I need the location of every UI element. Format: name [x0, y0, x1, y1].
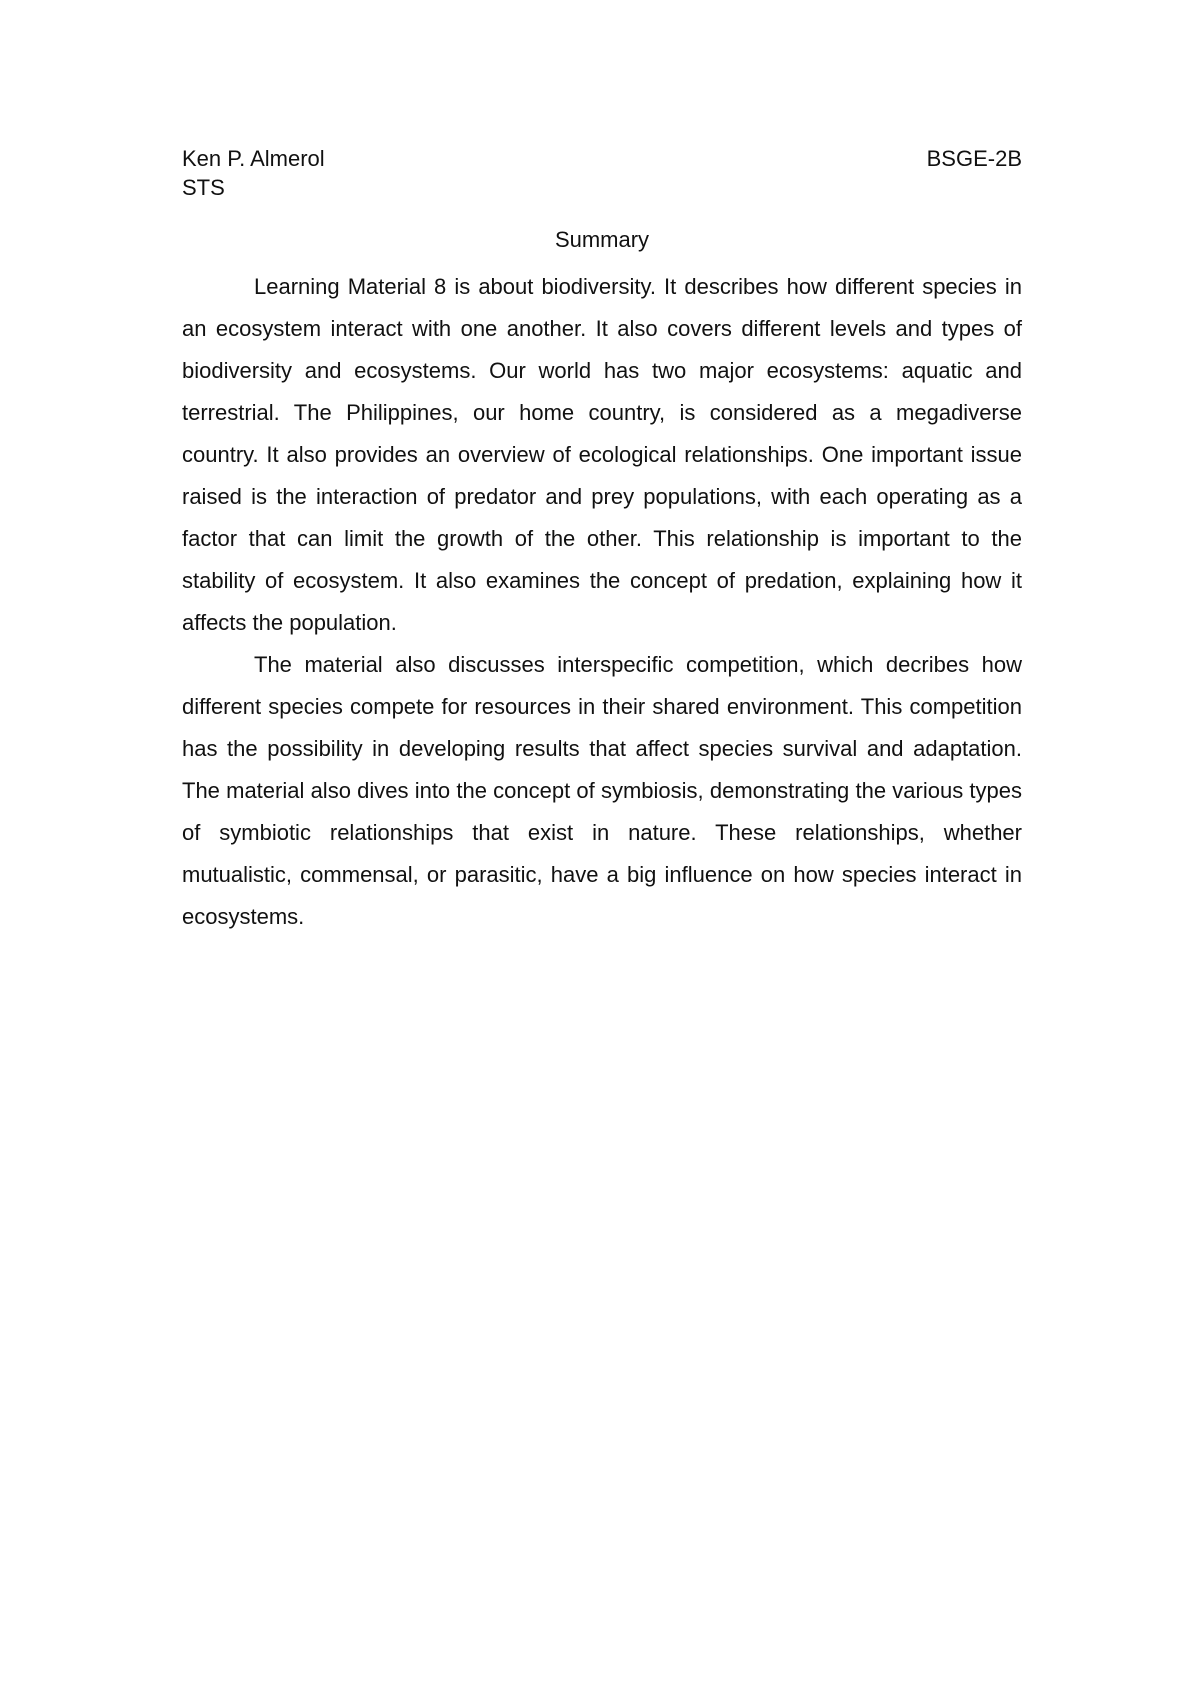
document-title: Summary	[554, 227, 650, 252]
section-label: BSGE-2B	[926, 146, 1022, 171]
document-content	[182, 144, 1022, 938]
course-label: STS	[182, 175, 225, 200]
header-row	[182, 144, 1022, 173]
paragraph-1: Learning Material 8 is about biodiversity. It describes how different species in an ecosystem interact with one another. It also covers different levels and types of biodiversity and ecosystems. Our world has two major ecosystems: aquatic and terrestrial. The Philippines, our home country, is considered as a megadiverse country. It also provides an overview of ecological relationships. One important issue raised is the interaction of predator and prey populations, with each operating as a factor that can limit the growth of the other. This relationship is important to the stability of ecosystem. It also examines the concept of predation, explaining how it affects the population.	[182, 274, 1022, 635]
author-name: Ken P. Almerol	[182, 146, 325, 171]
paragraph-2: The material also discusses interspecific competition, which decribes how different species compete for resources in their shared environment. This competition has the possibility in developing results that affect species survival and adaptation. The material also dives into the concept of symbiosis, demonstrating the various types of symbiotic relationships that exist in nature. These relationships, whether mutualistic, commensal, or parasitic, have a big influence on how species interact in ecosystems.	[182, 652, 1022, 929]
